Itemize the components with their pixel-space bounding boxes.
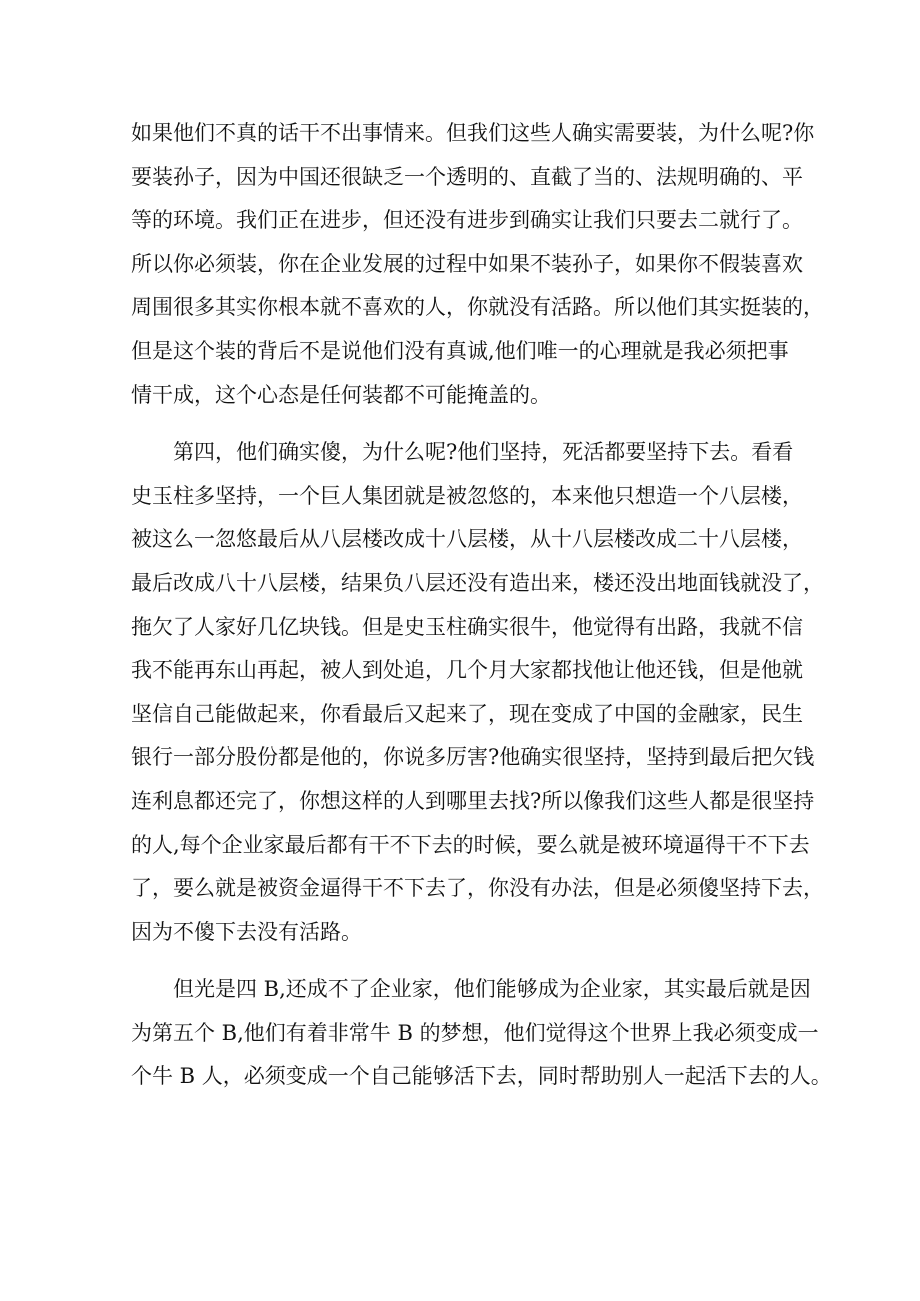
text-line: 但光是四 B,还成不了企业家，他们能够成为企业家，其实最后就是因 — [173, 977, 811, 1002]
text-line: 情干成，这个心态是任何装都不可能掩盖的。 — [131, 382, 551, 407]
text-line: 连利息都还完了，你想这样的人到哪里去找?所以像我们这些人都是很坚持 — [131, 788, 815, 813]
paragraph — [131, 112, 824, 417]
text-line: 的人,每个企业家最后都有干不下去的时候，要么就是被环境逼得干不下去 — [131, 832, 810, 857]
paragraph — [131, 431, 824, 954]
text-line: 最后改成八十八层楼，结果负八层还没有造出来，楼还没出地面钱就没了， — [131, 570, 824, 595]
document-body — [131, 112, 832, 1099]
text-line: 要装孙子，因为中国还很缺乏一个透明的、直截了当的、法规明确的、平 — [131, 164, 803, 189]
text-line: 如果他们不真的话干不出事情来。但我们这些人确实需要装，为什么呢?你 — [131, 121, 815, 145]
text-line: 拖欠了人家好几亿块钱。但是史玉柱确实很牛，他觉得有出路，我就不信 — [131, 614, 803, 639]
text-line: 第四，他们确实傻，为什么呢?他们坚持，死活都要坚持下去。看看 — [173, 440, 794, 465]
text-line: 银行一部分股份都是他的，你说多厉害?他确实很坚持，坚持到最后把欠钱 — [131, 745, 815, 770]
text-line: 史玉柱多坚持，一个巨人集团就是被忽悠的，本来他只想造一个八层楼， — [131, 483, 803, 508]
paragraph-spacer — [131, 954, 811, 968]
text-line: 坚信自己能做起来，你看最后又起来了，现在变成了中国的金融家，民生 — [131, 701, 803, 726]
text-line: 了，要么就是被资金逼得干不下去了，你没有办法，但是必须傻坚持下去， — [131, 876, 824, 901]
text-line: 周围很多其实你根本就不喜欢的人，你就没有活路。所以他们其实挺装的， — [131, 295, 824, 320]
text-line: 因为不傻下去没有活路。 — [131, 919, 362, 944]
text-line: 被这么一忽悠最后从八层楼改成十八层楼，从十八层楼改成二十八层楼， — [131, 527, 803, 552]
paragraph — [131, 968, 832, 1099]
text-line: 所以你必须装，你在企业发展的过程中如果不装孙子，如果你不假装喜欢 — [131, 251, 803, 276]
text-line: 我不能再东山再起，被人到处追，几个月大家都找他让他还钱，但是他就 — [131, 658, 803, 683]
text-line: 个牛 B 人，必须变成一个自己能够活下去，同时帮助别人一起活下去的人。 — [131, 1064, 832, 1089]
text-line: 等的环境。我们正在进步，但还没有进步到确实让我们只要去二就行了。 — [131, 208, 803, 233]
text-line: 为第五个 B,他们有着非常牛 B 的梦想，他们觉得这个世界上我必须变成一 — [131, 1020, 819, 1045]
text-line: 但是这个装的背后不是说他们没有真诚,他们唯一的心理就是我必须把事 — [131, 338, 789, 363]
paragraph-spacer — [131, 417, 811, 431]
